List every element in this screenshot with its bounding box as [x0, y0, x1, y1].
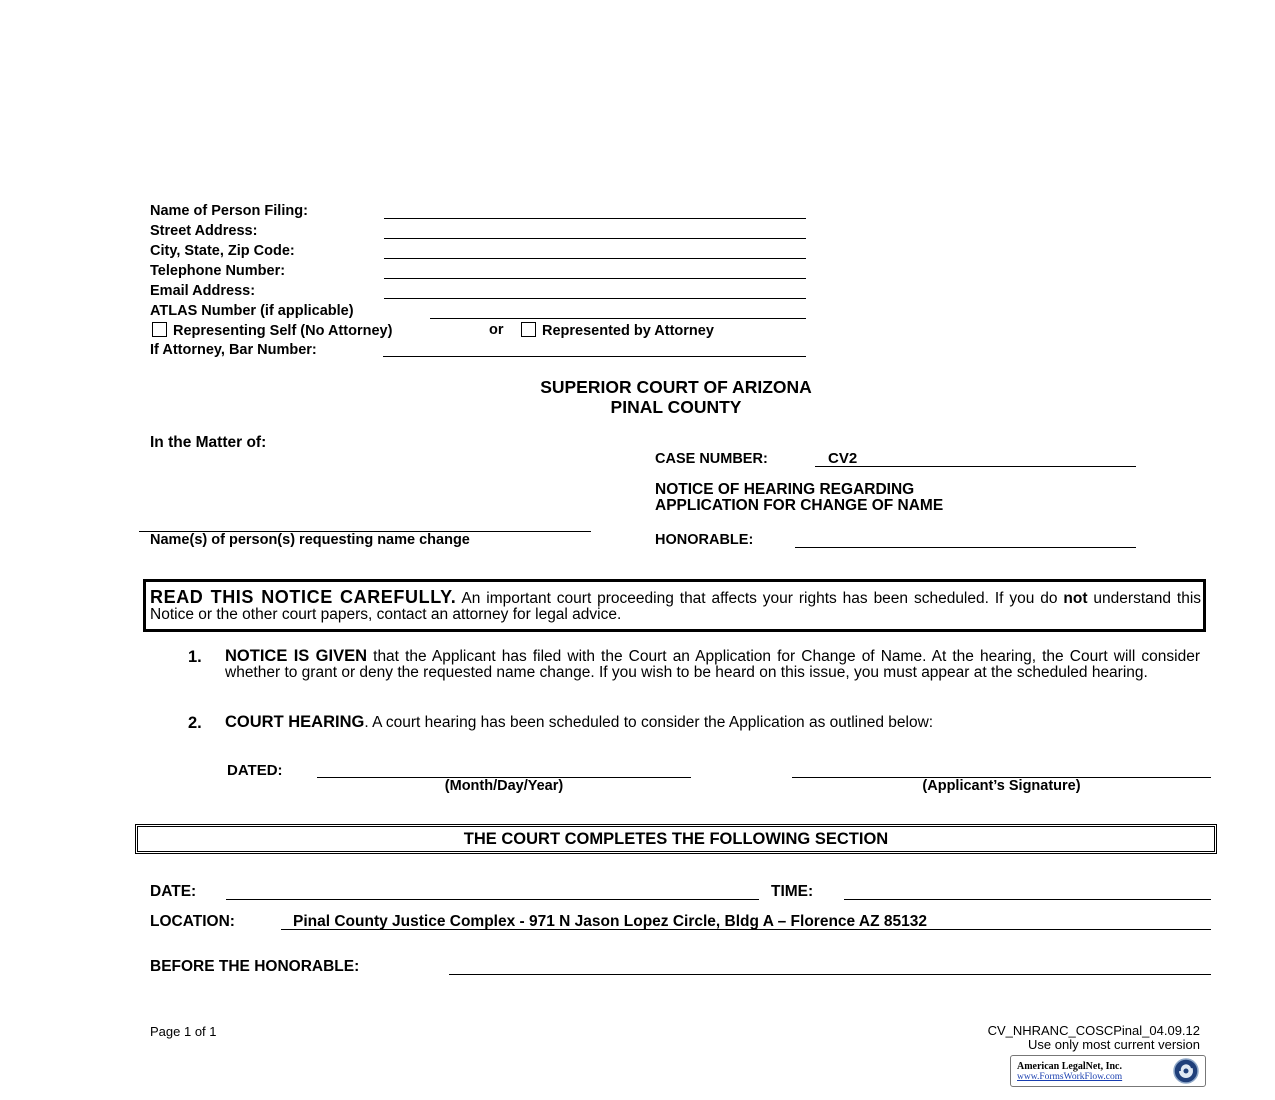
- document-title-line2: APPLICATION FOR CHANGE OF NAME: [655, 497, 944, 514]
- time-label: TIME:: [771, 883, 814, 900]
- notice-emphasis: not: [1063, 590, 1088, 607]
- honorable-label: HONORABLE:: [655, 532, 754, 548]
- notice-text-part2: understand this Notice or the other court papers, contact an attorney for legal advice.: [150, 590, 1202, 623]
- court-section-header: THE COURT COMPLETES THE FOLLOWING SECTION: [135, 824, 1217, 854]
- dated-label: DATED:: [227, 762, 283, 779]
- item-2-text: . A court hearing has been scheduled to consider the Application as outlined below:: [364, 714, 934, 731]
- email-label: Email Address:: [150, 283, 256, 299]
- telephone-label: Telephone Number:: [150, 263, 286, 279]
- case-number-label: CASE NUMBER:: [655, 451, 768, 467]
- court-name: SUPERIOR COURT OF ARIZONA: [540, 377, 812, 397]
- street-address-label: Street Address:: [150, 223, 258, 239]
- in-the-matter-of-label: In the Matter of:: [150, 434, 267, 451]
- page-number: Page 1 of 1: [150, 1024, 217, 1039]
- american-legalnet-logo: [1010, 1055, 1206, 1087]
- location-label: LOCATION:: [150, 913, 235, 930]
- or-text: or: [489, 322, 504, 338]
- version-note: Use only most current version: [1028, 1037, 1200, 1052]
- time-field[interactable]: [844, 899, 1211, 900]
- document-title-line1: NOTICE OF HEARING REGARDING: [655, 481, 915, 498]
- city-state-zip-field[interactable]: [384, 258, 806, 259]
- county-name: PINAL COUNTY: [610, 397, 742, 417]
- bar-number-field[interactable]: [383, 356, 806, 357]
- signature-caption: (Applicant’s Signature): [922, 778, 1081, 794]
- form-id: CV_NHRANC_COSCPinal_04.09.12: [987, 1023, 1200, 1038]
- item-2-paragraph: [225, 714, 1200, 731]
- filer-name-label: Name of Person Filing:: [150, 203, 308, 219]
- notice-text-part1: An important court proceeding that affects your rights has been scheduled. If you do: [456, 590, 1064, 607]
- logo-company-name: American LegalNet, Inc.: [1017, 1061, 1122, 1072]
- atlas-number-label: ATLAS Number (if applicable): [150, 303, 354, 319]
- location-field[interactable]: [281, 929, 1211, 930]
- represented-by-attorney-option[interactable]: [521, 322, 714, 339]
- bar-number-label: If Attorney, Bar Number:: [150, 342, 317, 358]
- case-number-field[interactable]: [815, 466, 1136, 467]
- filer-name-field[interactable]: [384, 218, 806, 219]
- item-1-number: 1.: [188, 648, 202, 666]
- item-1-paragraph: [225, 648, 1200, 681]
- item-1-heading: NOTICE IS GIVEN: [225, 647, 368, 665]
- form-info: [900, 1024, 1200, 1052]
- representing-self-option[interactable]: [152, 322, 392, 339]
- case-number-value: CV2: [828, 450, 858, 467]
- street-address-field[interactable]: [384, 238, 806, 239]
- read-notice-box: [143, 579, 1206, 632]
- date-caption: (Month/Day/Year): [444, 778, 564, 794]
- globe-icon: [1171, 1057, 1201, 1085]
- represented-by-attorney-label: Represented by Attorney: [542, 323, 714, 339]
- honorable-field[interactable]: [795, 547, 1136, 548]
- before-the-honorable-label: BEFORE THE HONORABLE:: [150, 958, 360, 975]
- email-field[interactable]: [384, 298, 806, 299]
- before-the-honorable-field[interactable]: [449, 974, 1211, 975]
- city-state-zip-label: City, State, Zip Code:: [150, 243, 295, 259]
- telephone-field[interactable]: [384, 278, 806, 279]
- document-title: [655, 482, 943, 514]
- location-value: Pinal County Justice Complex - 971 N Jason Lopez Circle, Bldg A – Florence AZ 85132: [293, 913, 927, 930]
- date-field[interactable]: [226, 899, 759, 900]
- item-2-number: 2.: [188, 714, 202, 732]
- court-title: [0, 377, 1275, 417]
- logo-url[interactable]: www.FormsWorkFlow.com: [1017, 1072, 1123, 1082]
- notice-heading: READ THIS NOTICE CAREFULLY.: [150, 587, 457, 607]
- represented-by-attorney-checkbox[interactable]: [521, 322, 536, 337]
- names-requesting-change-label: Name(s) of person(s) requesting name change: [150, 532, 470, 548]
- item-2-heading: COURT HEARING: [225, 713, 365, 731]
- date-label: DATE:: [150, 883, 197, 900]
- item-1-text: that the Applicant has filed with the Court an Application for Change of Name. At the hearing, the Court will consider whether to grant or deny the requested name change. If you wish to be heard on this issue, you must appear at the scheduled hearing.: [225, 648, 1200, 681]
- representing-self-checkbox[interactable]: [152, 322, 167, 337]
- representing-self-label: Representing Self (No Attorney): [173, 323, 393, 339]
- atlas-number-field[interactable]: [430, 318, 806, 319]
